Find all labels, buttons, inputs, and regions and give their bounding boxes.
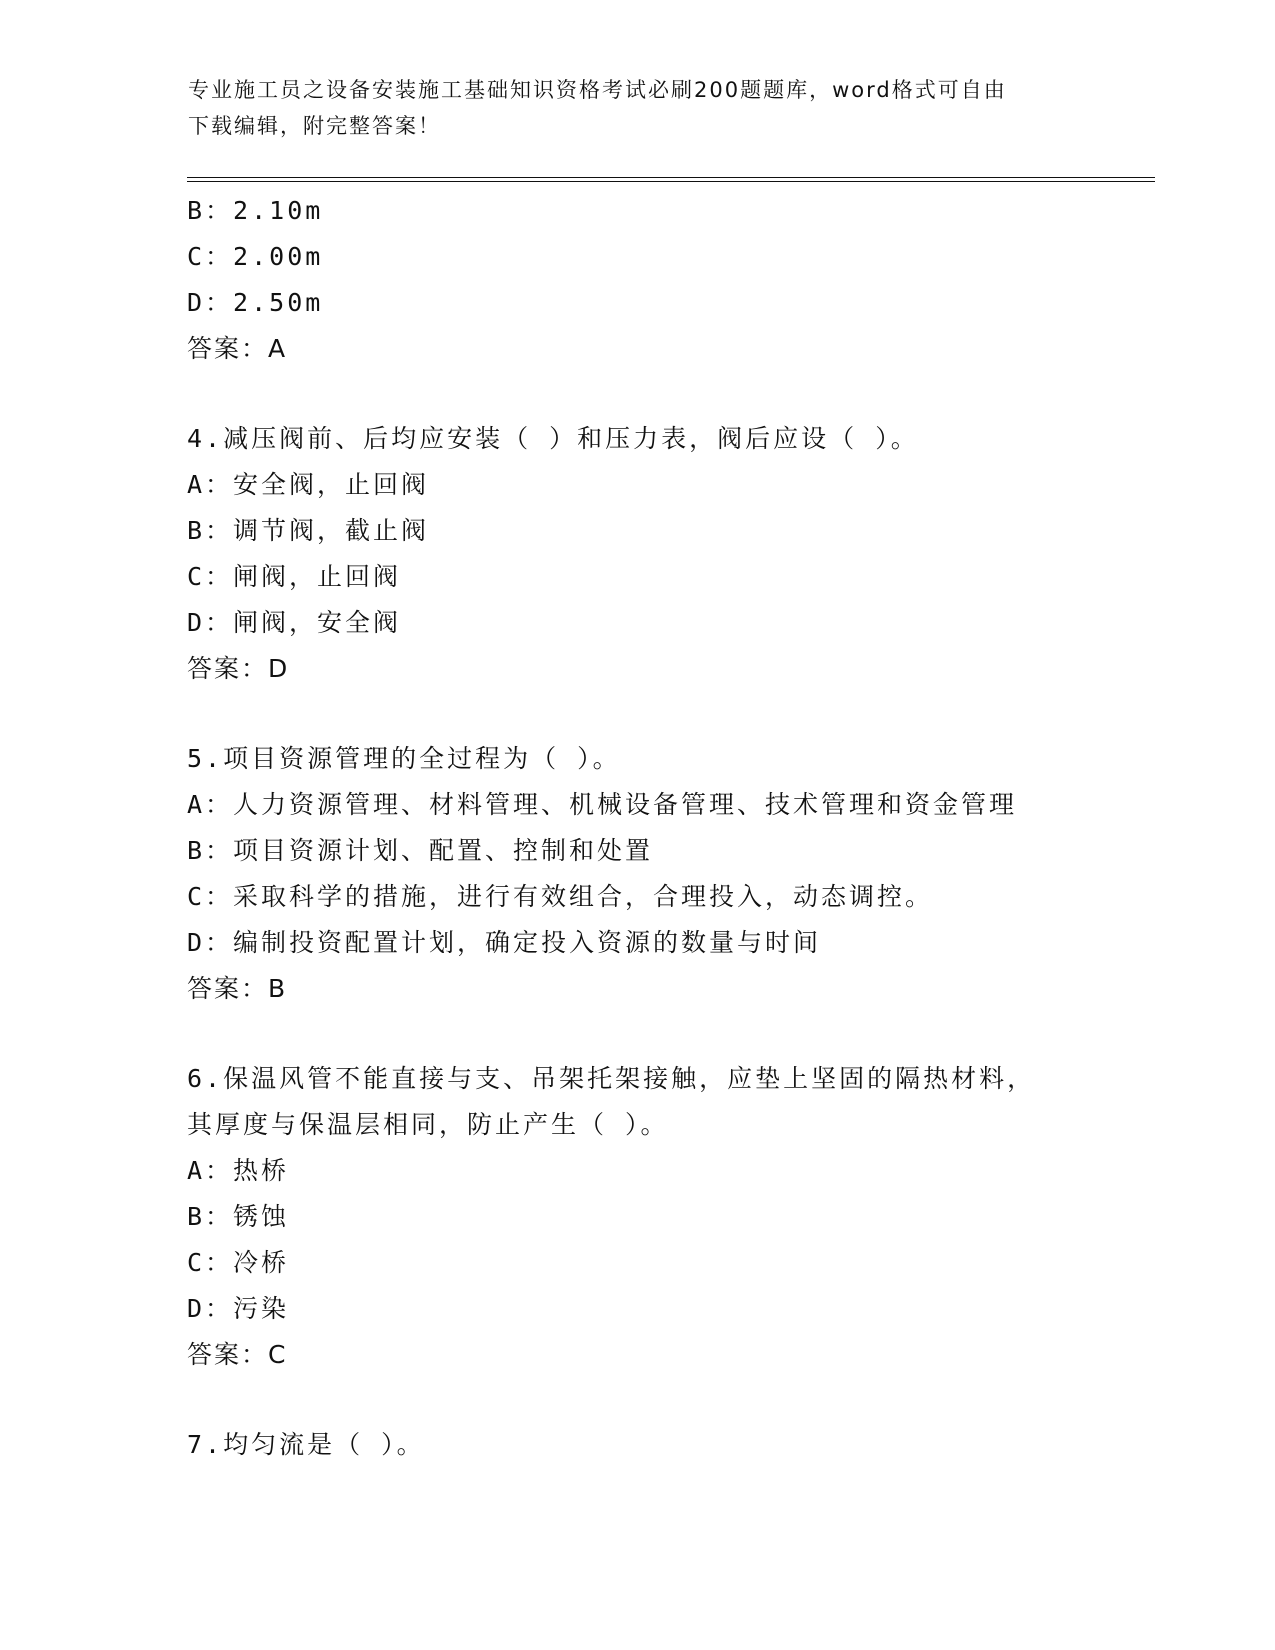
answer: 答案：C (187, 1340, 288, 1369)
page-header (188, 72, 1068, 144)
option-b: B：2.10m (187, 196, 324, 225)
question-5 (187, 736, 1117, 1012)
option-d: D：污染 (187, 1294, 290, 1323)
question-stem: 5.项目资源管理的全过程为（ ）。 (187, 744, 621, 773)
option-b: B：调节阀，截止阀 (187, 516, 430, 545)
question-7 (187, 1422, 1117, 1468)
option-c: C：闸阀，止回阀 (187, 562, 402, 591)
question-stem-line-2: 其厚度与保温层相同，防止产生（ ）。 (187, 1110, 669, 1139)
document-title-line-2: 下载编辑，附完整答案！ (188, 114, 441, 138)
option-c: C：采取科学的措施，进行有效组合，合理投入，动态调控。 (187, 882, 934, 911)
option-d: D：编制投资配置计划，确定投入资源的数量与时间 (187, 928, 822, 957)
question-stem: 7.均匀流是（ ）。 (187, 1430, 425, 1459)
answer: 答案：D (187, 654, 290, 683)
question-stem: 4.减压阀前、后均应安装（ ）和压力表，阀后应设（ ）。 (187, 424, 919, 453)
option-b: B：项目资源计划、配置、控制和处置 (187, 836, 654, 865)
answer: 答案：B (187, 974, 288, 1003)
option-c: C：冷桥 (187, 1248, 290, 1277)
option-a: A：热桥 (187, 1156, 290, 1185)
document-title-line-1: 专业施工员之设备安装施工基础知识资格考试必刷200题题库，word格式可自由 (188, 78, 1007, 102)
document-body (187, 188, 1117, 1468)
option-b: B：锈蚀 (187, 1202, 290, 1231)
option-d: D：闸阀，安全阀 (187, 608, 402, 637)
question-6 (187, 1056, 1117, 1378)
question-4 (187, 416, 1117, 692)
question-3-continued (187, 188, 1117, 372)
option-a: A：安全阀，止回阀 (187, 470, 430, 499)
header-divider (187, 177, 1155, 182)
option-d: D：2.50m (187, 288, 324, 317)
option-a: A：人力资源管理、材料管理、机械设备管理、技术管理和资金管理 (187, 790, 1018, 819)
option-c: C：2.00m (187, 242, 324, 271)
answer: 答案：A (187, 334, 288, 363)
question-stem-line-1: 6.保温风管不能直接与支、吊架托架接触，应垫上坚固的隔热材料， (187, 1064, 1036, 1093)
